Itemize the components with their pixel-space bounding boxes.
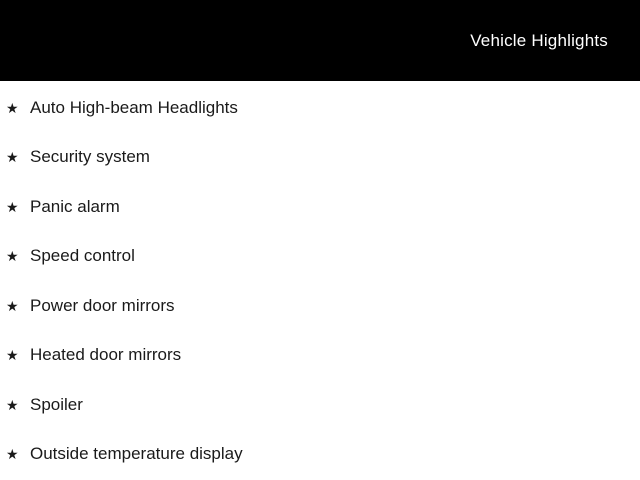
page-header: [0, 0, 640, 81]
star-icon: ★: [6, 347, 19, 364]
highlight-label: Auto High-beam Headlights: [30, 97, 238, 117]
star-icon: ★: [6, 396, 19, 413]
star-icon: ★: [6, 99, 19, 116]
list-item: [6, 232, 640, 282]
star-icon: ★: [6, 198, 19, 215]
highlight-label: Outside temperature display: [30, 444, 243, 464]
star-icon: ★: [6, 446, 19, 463]
highlight-label: Power door mirrors: [30, 295, 175, 315]
page-title: Vehicle Highlights: [470, 30, 608, 50]
list-item: [6, 430, 640, 480]
highlight-label: Speed control: [30, 246, 135, 266]
list-item: [6, 182, 640, 232]
highlight-label: Security system: [30, 147, 150, 167]
vehicle-highlights-list: [0, 81, 640, 479]
list-item: [6, 380, 640, 430]
star-icon: ★: [6, 248, 19, 265]
star-icon: ★: [6, 149, 19, 166]
list-item: [6, 133, 640, 183]
highlight-label: Spoiler: [30, 394, 83, 414]
star-icon: ★: [6, 297, 19, 314]
list-item: [6, 281, 640, 331]
list-item: [6, 331, 640, 381]
highlight-label: Panic alarm: [30, 196, 120, 216]
list-item: [6, 83, 640, 133]
highlight-label: Heated door mirrors: [30, 345, 182, 365]
